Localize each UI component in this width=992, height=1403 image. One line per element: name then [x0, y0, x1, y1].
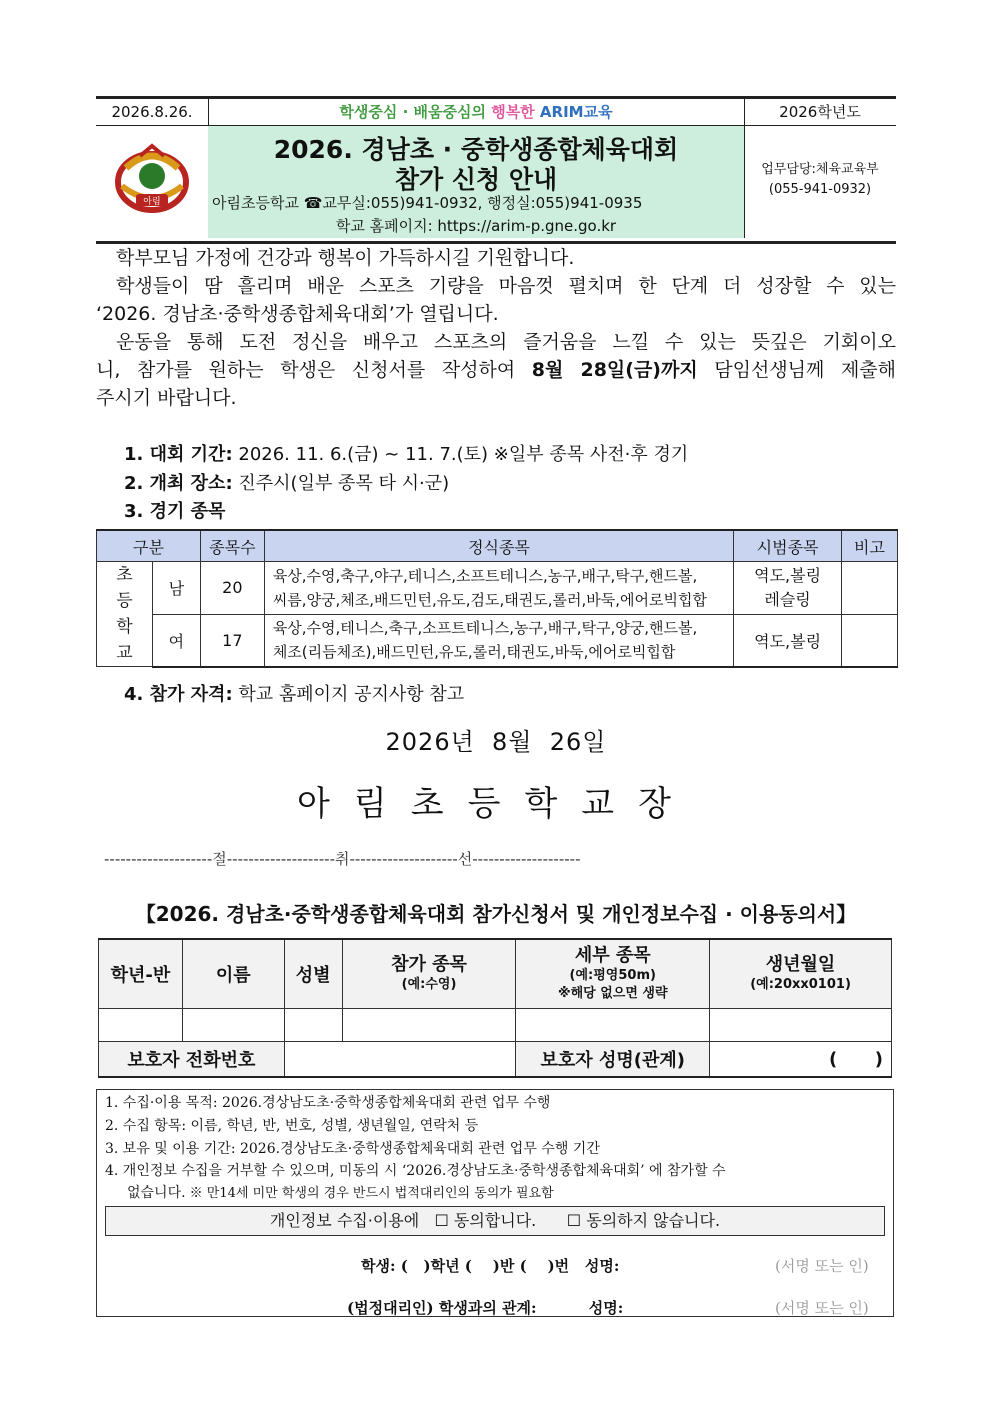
- header-department: [744, 126, 896, 238]
- birth-label: 생년월일: [765, 954, 836, 975]
- col-official: 정식종목: [264, 530, 733, 562]
- consent-box: [96, 1089, 894, 1317]
- detail-note: ※해당 없으면 생략: [557, 986, 668, 1001]
- count-cell: 20: [200, 562, 264, 615]
- col-event: [342, 939, 516, 1009]
- header-school-year: 2026학년도: [779, 103, 861, 121]
- table-row: [97, 614, 898, 667]
- group-char: 초: [116, 565, 133, 585]
- events-table: [96, 529, 898, 668]
- eligibility-label: 4. 참가 자격:: [124, 684, 233, 705]
- consent-line-2: 2. 수집 항목: 이름, 학년, 반, 번호, 성별, 생년월일, 연락처 등: [105, 1118, 479, 1134]
- events-table-header: [97, 530, 898, 562]
- demo-line: 역도,볼링: [754, 565, 822, 585]
- application-input-row: [99, 1009, 892, 1042]
- document-header: [96, 96, 896, 244]
- intro-paragraph-3a: 운동을 통해 도전 정신을 배우고 스포츠의 즐거움을 느낄 수 있는 뜻깊은 기회이오: [116, 331, 896, 353]
- official-events-cell: [264, 614, 733, 667]
- department-phone: (055-941-0932): [768, 182, 872, 197]
- header-date: 2026.8.26.: [96, 99, 209, 125]
- document-title-line2: 참가 신청 안내: [394, 165, 558, 194]
- official-line: 육상,수영,축구,야구,테니스,소프트테니스,농구,배구,탁구,핸드볼,: [272, 566, 698, 585]
- guardian-sign-line: (법정대리인) 학생과의 관계: 성명:: [347, 1299, 624, 1317]
- note-cell: [842, 562, 898, 615]
- count-cell: 17: [200, 614, 264, 667]
- intro-paragraph-3c: 주시기 바랍니다.: [96, 387, 237, 409]
- principal-signature: 아림초등학교장: [297, 784, 695, 824]
- department-name: 업무담당:체육교육부: [761, 162, 879, 177]
- col-category: 구분: [97, 530, 201, 562]
- official-events-cell: [264, 562, 733, 615]
- col-note: 비고: [842, 530, 898, 562]
- table-row: [97, 562, 898, 615]
- venue-value: 진주시(일부 종목 타 시·군): [232, 473, 450, 494]
- guardian-sign-hint: (서명 또는 인): [775, 1299, 869, 1317]
- official-line: 체조(리듬체조),배드민턴,유도,롤러,태권도,바둑,에어로빅힙합: [272, 643, 676, 661]
- col-gender: 성별: [284, 939, 342, 1009]
- detail-example: (예:평영50m): [569, 968, 656, 983]
- document-title-line1: 2026. 경남초 · 중학생종합체육대회: [273, 135, 679, 164]
- guardian-name-label: 보호자 성명(관계): [516, 1042, 710, 1078]
- consent-line-3: 3. 보유 및 이용 기간: 2026.경상남도초·중학생종합체육대회 관련 업무 수행 기간: [105, 1141, 600, 1157]
- note-cell: [842, 614, 898, 667]
- period-value: 2026. 11. 6.(금) ~ 11. 7.(토) ※일부 종목 사전·후 경기: [232, 444, 689, 465]
- consent-line-1: 1. 수집·이용 목적: 2026.경상남도초·중학생종합체육대회 관련 업무 수행: [105, 1095, 551, 1111]
- intro-paragraph-3b: [96, 356, 896, 384]
- eligibility-value: 학교 홈페이지 공지사항 참고: [232, 684, 465, 705]
- demo-events-cell: 역도,볼링: [734, 614, 842, 667]
- consent-line-5-text: 없습니다.: [127, 1185, 186, 1201]
- consent-line-4: 4. 개인정보 수집을 거부할 수 있으며, 미동의 시 ‘2026.경상남도초·중학생종합체육대회’ 에 참가할 수: [105, 1163, 726, 1179]
- guardian-row: [99, 1042, 892, 1078]
- official-line: 씨름,양궁,체조,배드민턴,유도,검도,태권도,롤러,바둑,에어로빅힙합: [272, 590, 707, 609]
- event-example: (예:수영): [401, 977, 457, 992]
- guardian-name-field[interactable]: ( ): [710, 1042, 892, 1078]
- col-detail: [516, 939, 710, 1009]
- header-slogan: [208, 99, 745, 125]
- slogan-part2: 행복한: [491, 103, 535, 121]
- header-top-row: [96, 99, 896, 126]
- slogan-part1: 학생중심 · 배움중심의: [339, 103, 486, 121]
- deadline-prefix: 니, 참가를 원하는 학생은 신청서를 작성하여: [96, 359, 532, 381]
- event-label: 참가 종목: [391, 954, 467, 975]
- deadline-text: 8월 28일(금)까지: [531, 359, 698, 381]
- header-title-block: [208, 126, 745, 238]
- demo-line: 레슬링: [764, 589, 811, 609]
- group-char: 등: [116, 591, 133, 611]
- agree-box: [105, 1206, 885, 1236]
- col-count: 종목수: [200, 530, 264, 562]
- gender-cell: 여: [152, 614, 200, 667]
- cut-line: --------------------절--------------------취--------------------선--------------------: [104, 850, 581, 868]
- col-birth: [710, 939, 892, 1009]
- gender-field[interactable]: [284, 1009, 342, 1042]
- venue-label: 2. 개최 장소:: [124, 473, 233, 494]
- official-line: 육상,수영,테니스,축구,소프트테니스,농구,배구,탁구,양궁,핸드볼,: [272, 619, 698, 637]
- guardian-phone-field[interactable]: [284, 1042, 516, 1078]
- group-elementary: [97, 562, 153, 667]
- intro-paragraph-2a: 학생들이 땀 흘리며 배운 스포츠 기량을 마음껏 펼치며 한 단계 더 성장할 수 있는: [116, 275, 896, 297]
- col-demo: 시범종목: [734, 530, 842, 562]
- col-grade-class: 학년-반: [99, 939, 183, 1009]
- events-label: 3. 경기 종목: [124, 501, 226, 522]
- agree-yes-checkbox[interactable]: ☐: [434, 1211, 449, 1230]
- school-homepage: 학교 홈페이지: https://arim-p.gne.go.kr: [335, 217, 617, 235]
- section-eligibility: [124, 680, 464, 706]
- school-contact: 아림초등학교 ☎교무실:055)941-0932, 행정실:055)941-0935: [212, 194, 643, 212]
- birth-example: (예:20xx0101): [750, 977, 851, 992]
- agree-no-checkbox[interactable]: ☐: [566, 1211, 582, 1230]
- agree-yes-label: 동의합니다.: [453, 1211, 537, 1230]
- deadline-suffix: 담임선생님께 제출해: [697, 359, 897, 381]
- detail-label: 세부 종목: [574, 945, 651, 966]
- consent-line-5: [127, 1182, 554, 1202]
- issue-date: 2026년 8월 26일: [385, 728, 607, 756]
- intro-paragraph-1: 학부모님 가정에 건강과 행복이 가득하시길 기원합니다.: [116, 247, 575, 269]
- intro-paragraph-2b: ‘2026. 경남초·중학생종합체육대회’가 열립니다.: [96, 303, 499, 325]
- svg-text:아림: 아림: [143, 197, 161, 207]
- agree-label: 개인정보 수집·이용에: [269, 1211, 420, 1230]
- grade-class-field[interactable]: [99, 1009, 183, 1042]
- detail-field[interactable]: [516, 1009, 710, 1042]
- demo-events-cell: [734, 562, 842, 615]
- agree-no-label: 동의하지 않습니다.: [586, 1211, 721, 1230]
- gender-cell: 남: [152, 562, 200, 615]
- period-label: 1. 대회 기간:: [124, 444, 233, 465]
- form-title: 【2026. 경남초·중학생종합체육대회 참가신청서 및 개인정보수집 · 이용동의서】: [135, 902, 857, 926]
- intro-text: [96, 244, 896, 412]
- student-sign-line: 학생: ( )학년 ( )반 ( )번 성명:: [361, 1257, 620, 1275]
- birth-field[interactable]: [710, 1009, 892, 1042]
- name-field[interactable]: [182, 1009, 284, 1042]
- school-emblem-icon: [96, 126, 208, 238]
- school-logo: [96, 126, 209, 238]
- event-field[interactable]: [342, 1009, 516, 1042]
- slogan-part3: ARIM교육: [539, 103, 613, 121]
- section-events: [124, 497, 225, 523]
- section-period: [124, 440, 688, 466]
- group-char: 교: [116, 643, 133, 663]
- student-sign-hint: (서명 또는 인): [775, 1257, 869, 1275]
- col-name: 이름: [182, 939, 284, 1009]
- consent-minor-note: ※ 만14세 미만 학생의 경우 반드시 법적대리인의 동의가 필요함: [185, 1186, 554, 1201]
- application-header-row: [99, 939, 892, 1009]
- section-venue: [124, 469, 449, 495]
- guardian-phone-label: 보호자 전화번호: [99, 1042, 285, 1078]
- application-table: [98, 938, 892, 1078]
- group-char: 학: [116, 617, 133, 637]
